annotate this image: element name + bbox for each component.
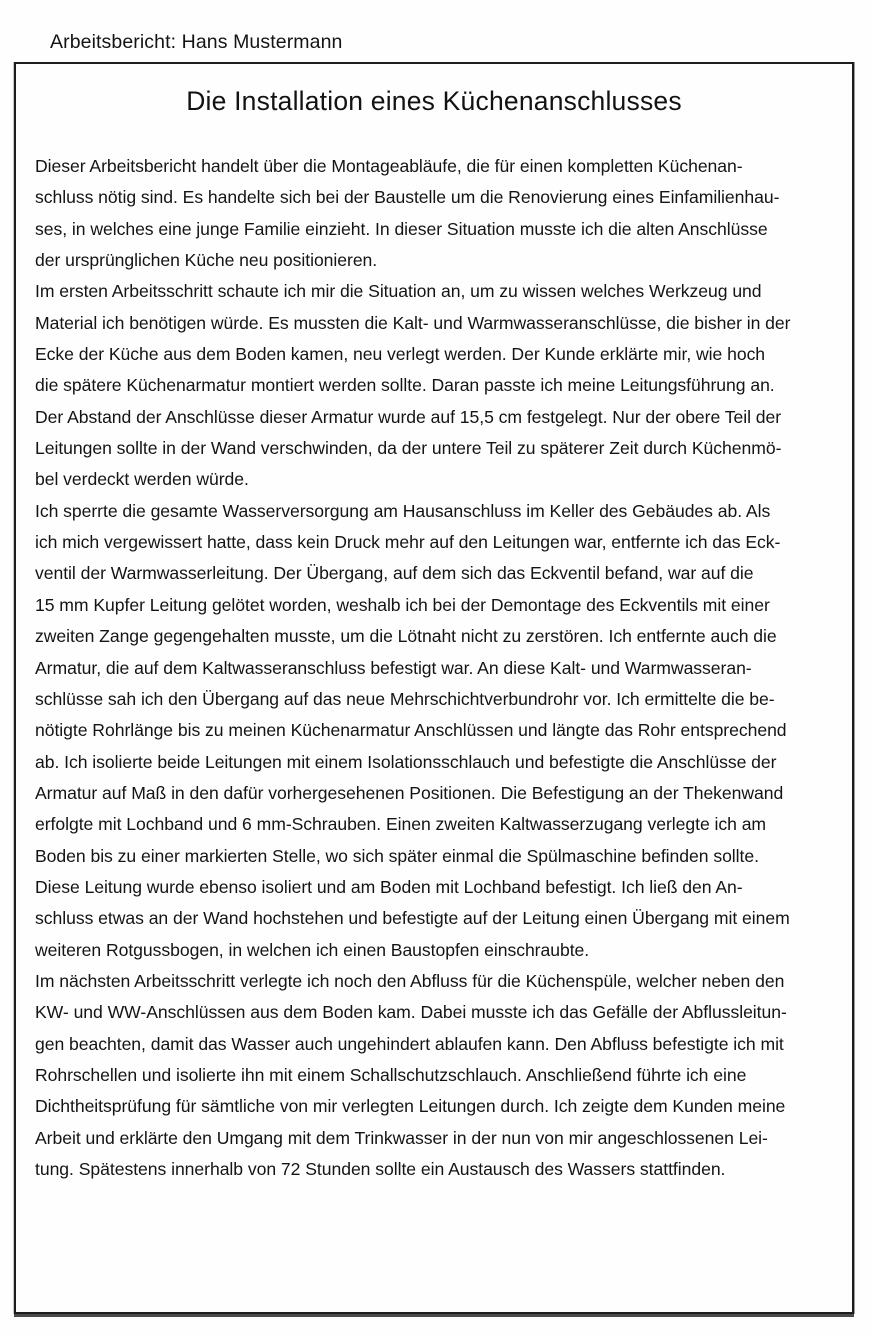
body-line: nötigte Rohrlänge bis zu meinen Küchenarmatur Anschlüssen und längte das Rohr entsprechend — [35, 720, 787, 741]
body-line: Armatur, die auf dem Kaltwasseranschluss befestigt war. An diese Kalt- und Warmwasseran- — [35, 657, 752, 678]
body-line: Dieser Arbeitsbericht handelt über die Montageabläufe, die für einen kompletten Küchenan- — [35, 156, 743, 176]
body-line: Der Abstand der Anschlüsse dieser Armatur wurde auf 15,5 cm festgelegt. Nur der obere Teil der — [35, 406, 782, 427]
body-line: schluss nötig sind. Es handelte sich bei der Baustelle um die Renovierung eines Einfamilienhau- — [35, 187, 780, 208]
body-line: Ich sperrte die gesamte Wasserversorgung am Hausanschluss im Keller des Gebäudes ab. Als — [35, 500, 771, 521]
body-line: der ursprünglichen Küche neu positionieren. — [35, 250, 378, 271]
body-line: Ecke der Küche aus dem Boden kamen, neu verlegt werden. Der Kunde erklärte mir, wie hoch — [35, 344, 766, 365]
body-line: weiteren Rotgussbogen, in welchen ich einen Baustopfen einschraubte. — [35, 939, 590, 960]
document-title: Die Installation eines Küchenanschlusses — [186, 86, 682, 116]
body-line: ses, in welches eine junge Familie einzieht. In dieser Situation musste ich die alten Anschlüsse — [35, 218, 768, 239]
document-body — [35, 151, 836, 1185]
body-line: erfolgte mit Lochband und 6 mm-Schrauben. Einen zweiten Kaltwasserzugang verlegte ich am — [35, 814, 767, 835]
body-line: Dichtheitsprüfung für sämtliche von mir verlegten Leitungen durch. Ich zeigte dem Kunden meine — [35, 1096, 786, 1117]
body-line: ab. Ich isolierte beide Leitungen mit einem Isolationsschlauch und befestigte die Anschlüsse der — [35, 751, 777, 772]
body-line: bel verdeckt werden würde. — [35, 469, 249, 490]
body-line: 15 mm Kupfer Leitung gelötet worden, weshalb ich bei der Demontage des Eckventils mit einer — [35, 594, 770, 615]
body-line: Material ich benötigen würde. Es mussten die Kalt- und Warmwasseranschlüsse, die bisher in der — [35, 312, 791, 333]
body-line: Boden bis zu einer markierten Stelle, wo sich später einmal die Spülmaschine befinden sollte. — [35, 845, 759, 866]
report-border-box — [14, 62, 854, 1314]
body-line: tung. Spätestens innerhalb von 72 Stunden sollte ein Austausch des Wassers stattfinden. — [35, 1159, 726, 1179]
body-line: schluss etwas an der Wand hochstehen und befestigte auf der Leitung einen Übergang mit einem — [35, 908, 790, 929]
body-line: Arbeit und erklärte den Umgang mit dem Trinkwasser in der nun von mir angeschlossenen Lei- — [35, 1127, 768, 1148]
body-line: Rohrschellen und isolierte ihn mit einem Schallschutzschlauch. Anschließend führte ich eine — [35, 1064, 747, 1085]
body-line: schlüsse sah ich den Übergang auf das neue Mehrschichtverbundrohr vor. Ich ermittelte die be- — [35, 688, 775, 709]
body-line: Im ersten Arbeitsschritt schaute ich mir die Situation an, um zu wissen welches Werkzeug und — [35, 281, 762, 302]
body-line: Leitungen sollte in der Wand verschwinden, da der untere Teil zu späterer Zeit durch Küchenmö- — [35, 438, 782, 459]
body-line: die spätere Küchenarmatur montiert werden sollte. Daran passte ich meine Leitungsführung an. — [35, 375, 775, 396]
body-line: zweiten Zange gegengehalten musste, um die Lötnaht nicht zu zerstören. Ich entfernte auch die — [35, 626, 777, 647]
body-line: ich mich vergewissert hatte, dass kein Druck mehr auf den Leitungen war, entfernte ich das Eck- — [35, 532, 781, 553]
body-line: KW- und WW-Anschlüssen aus dem Boden kam. Dabei musste ich das Gefälle der Abflussleitun- — [35, 1002, 787, 1023]
body-line: Im nächsten Arbeitsschritt verlegte ich noch den Abfluss für die Küchenspüle, welcher neben den — [35, 970, 785, 991]
body-line: Diese Leitung wurde ebenso isoliert und am Boden mit Lochband befestigt. Ich ließ den An- — [35, 876, 743, 897]
body-line: gen beachten, damit das Wasser auch ungehindert ablaufen kann. Den Abfluss befestigte ich mit — [35, 1033, 784, 1054]
report-header-label: Arbeitsbericht: Hans Mustermann — [50, 31, 343, 53]
body-line: ventil der Warmwasserleitung. Der Übergang, auf dem sich das Eckventil befand, war auf die — [35, 563, 754, 584]
body-line: Armatur auf Maß in den dafür vorhergesehenen Positionen. Die Befestigung an der Thekenwand — [35, 782, 784, 803]
